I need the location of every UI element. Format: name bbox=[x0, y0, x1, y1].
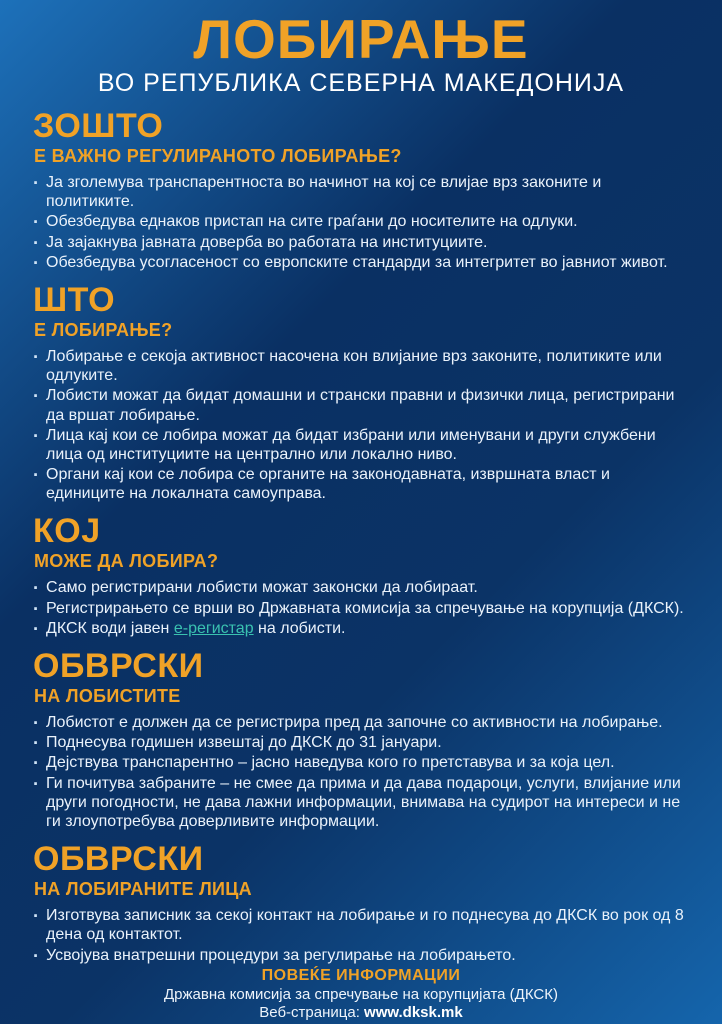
section-who bbox=[33, 514, 692, 638]
poster-body bbox=[0, 98, 722, 966]
website-label: Веб-страница: bbox=[259, 1004, 365, 1022]
list-item: · Изготвува записник за секој контакт на лобирање и го поднесува до ДКСК во рок од 8 дена од контактот. bbox=[33, 906, 692, 944]
website-url: www.dksk.mk bbox=[364, 1004, 463, 1022]
section-what bbox=[33, 280, 692, 504]
bullet-list bbox=[33, 173, 692, 272]
link-bullet-after: на лобисти. bbox=[253, 619, 346, 637]
section-subheading: МОЖЕ ДА ЛОБИРА? bbox=[34, 551, 219, 572]
bullet-list bbox=[33, 906, 692, 965]
section-heading: ОБВРСКИ bbox=[33, 647, 204, 685]
bullet-list bbox=[33, 578, 692, 638]
list-item: · Усвојува внатрешни процедури за регулирање на лобирањето. bbox=[33, 946, 692, 965]
section-lobbyist-obligations bbox=[33, 649, 692, 831]
section-lobbied-obligations bbox=[33, 842, 692, 965]
list-item: · Лобирање е секоја активност насочена кон влијание врз законите, политиките или одлуките. bbox=[33, 347, 692, 385]
poster-footer bbox=[0, 966, 722, 1024]
footer-more-info: ПОВЕЌЕ ИНФОРМАЦИИ bbox=[261, 966, 461, 984]
list-item: · Поднесува годишен извештај до ДКСК до 31 јануари. bbox=[33, 733, 692, 752]
footer-website bbox=[0, 1004, 722, 1023]
section-subheading: НА ЛОБИРАНИТЕ ЛИЦА bbox=[34, 879, 252, 900]
list-item: · Ја зајакнува јавната доверба во работата на институциите. bbox=[33, 233, 692, 252]
page-subtitle: ВО РЕПУБЛИКА СЕВЕРНА МАКЕДОНИЈА bbox=[97, 69, 625, 97]
list-item: · Обезбедува еднаков пристап на сите граѓани до носителите на одлуки. bbox=[33, 212, 692, 231]
section-subheading: Е ВАЖНО РЕГУЛИРАНОТО ЛОБИРАЊЕ? bbox=[34, 146, 402, 166]
list-item bbox=[33, 619, 692, 638]
section-heading: КОЈ bbox=[33, 512, 101, 551]
section-heading: ЗОШТО bbox=[33, 107, 164, 145]
list-item: · Обезбедува усогласеност со европските стандарди за интегритет во јавниот живот. bbox=[33, 253, 692, 272]
list-item: · Регистрирањето се врши во Државната комисија за спречување на корупција (ДКСК). bbox=[33, 599, 692, 618]
list-item: · Лобистот е должен да се регистрира пред да започне со активности на лобирање. bbox=[33, 713, 692, 732]
section-why bbox=[33, 109, 692, 272]
bullet-list bbox=[33, 713, 692, 831]
list-item: · Ја зголемува транспарентноста во начинот на кој се влијае врз законите и политиките. bbox=[33, 173, 692, 211]
e-register-link[interactable]: е-регистар bbox=[173, 619, 254, 637]
list-item: · Само регистрирани лобисти можат законски да лобираат. bbox=[33, 578, 692, 597]
list-item: · Ги почитува забраните – не смее да прима и да дава подароци, услуги, влијание или други погодности, не дава лажни информации, внимава на судирот на интереси и не ги злоупотребува доверливите информации. bbox=[33, 774, 692, 832]
section-subheading: Е ЛОБИРАЊЕ? bbox=[34, 319, 173, 340]
link-bullet-before: ДКСК води јавен bbox=[46, 619, 174, 637]
section-heading: ОБВРСКИ bbox=[33, 840, 204, 879]
list-item: · Дејствува транспарентно – јасно наведува кого го претставува и за која цел. bbox=[33, 753, 692, 772]
list-item: · Лица кај кои се лобира можат да бидат избрани или именувани и други службени лица од институциите на централно или локално ниво. bbox=[33, 426, 692, 464]
poster-header bbox=[0, 0, 722, 98]
page-title: ЛОБИРАЊЕ bbox=[193, 8, 529, 70]
section-subheading: НА ЛОБИСТИТЕ bbox=[34, 686, 181, 706]
footer-organization: Државна комисија за спречување на корупцијата (ДКСК) bbox=[164, 985, 558, 1003]
section-heading: ШТО bbox=[33, 280, 116, 319]
bullet-list bbox=[33, 347, 692, 504]
list-item: · Органи кај кои се лобира се органите на законодавната, извршната власт и единиците на локалната самоуправа. bbox=[33, 465, 692, 503]
list-item: · Лобисти можат да бидат домашни и странски правни и физички лица, регистрирани да вршат лобирање. bbox=[33, 386, 692, 424]
